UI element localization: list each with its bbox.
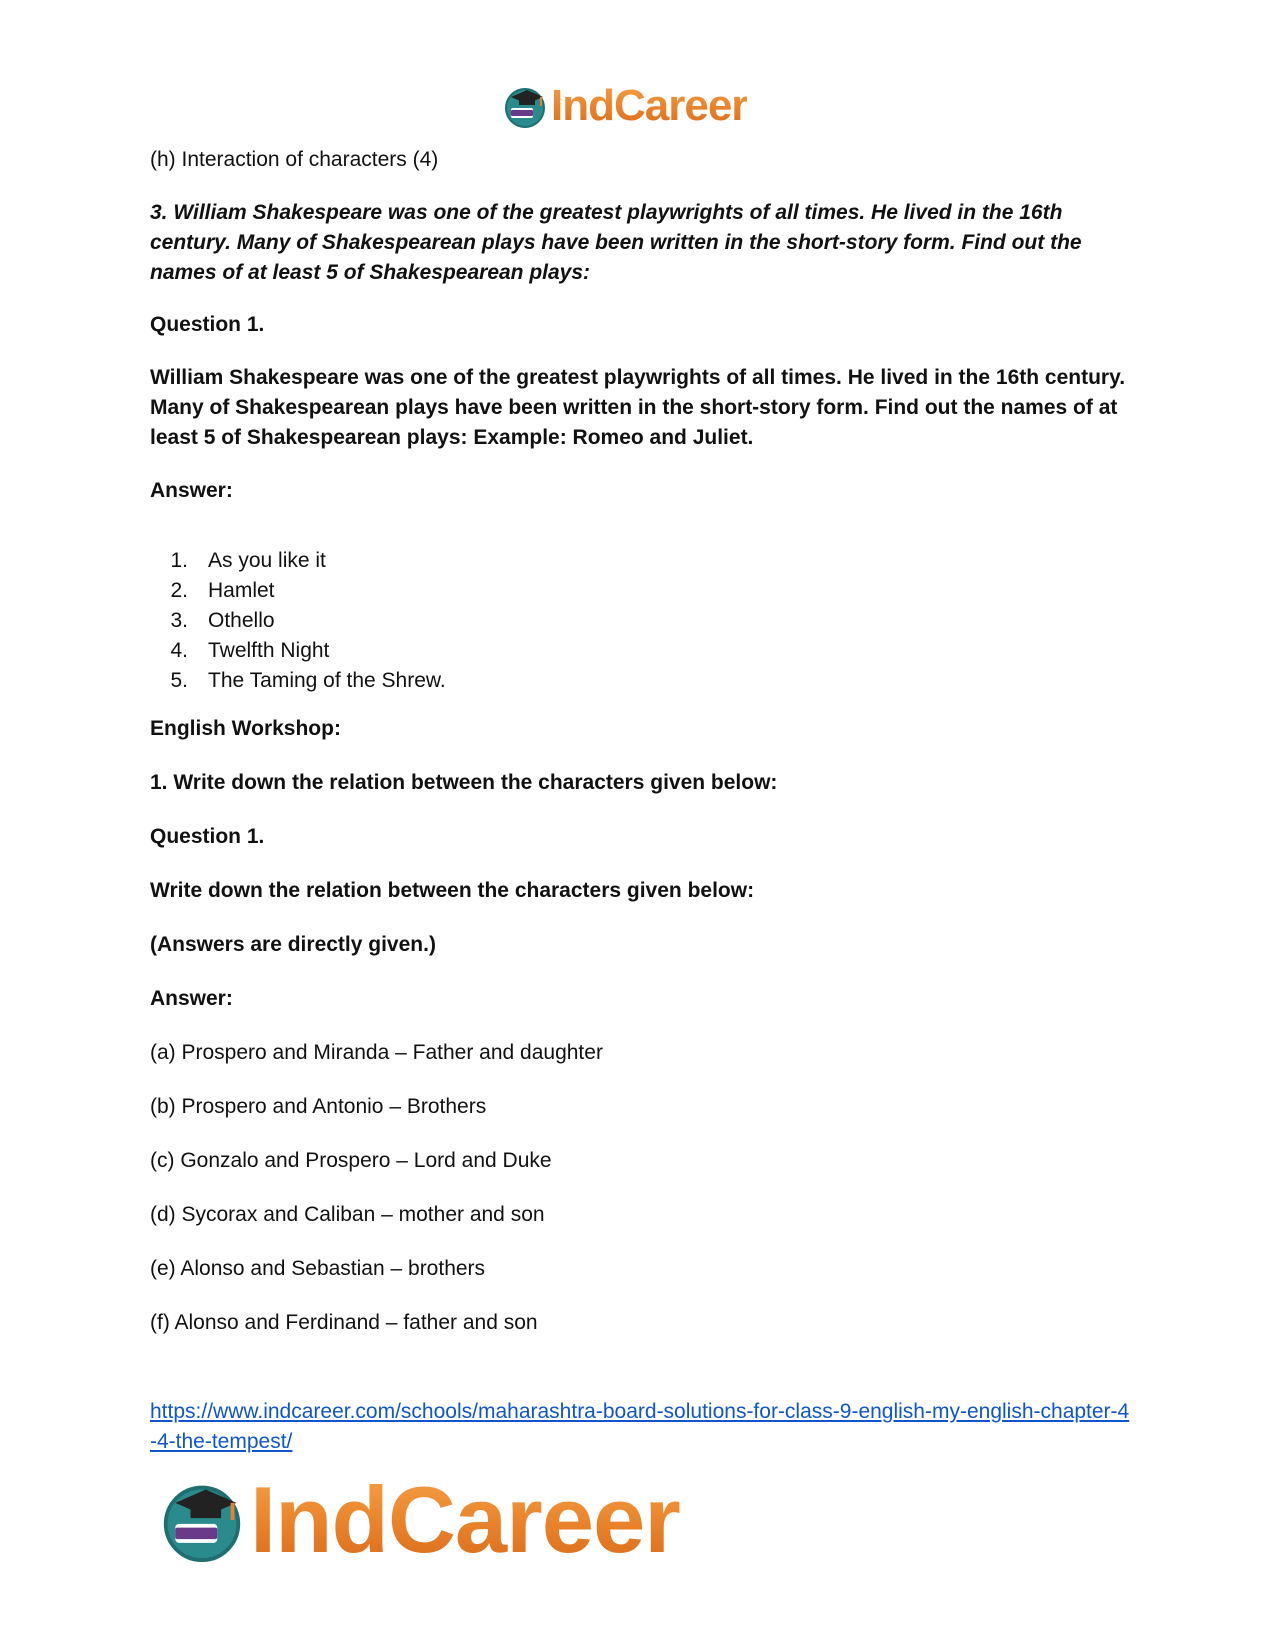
graduation-globe-icon: [503, 84, 547, 128]
workshop-prompt: 1. Write down the relation between the characters given below:: [150, 771, 778, 794]
workshop-note: (Answers are directly given.): [150, 933, 436, 956]
relation-d: (d) Sycorax and Caliban – mother and son: [150, 1203, 545, 1226]
section3-answer-label: Answer:: [150, 479, 233, 502]
relation-c: (c) Gonzalo and Prospero – Lord and Duke: [150, 1149, 552, 1172]
brand-wordmark: IndCareer: [250, 1467, 680, 1572]
list-item: 2. Hamlet: [170, 579, 275, 602]
source-link[interactable]: https://www.indcareer.com/schools/maharashtra-board-solutions-for-class-9-english-my-english-chapter-4-4-the-tempest/: [150, 1400, 1130, 1453]
header-logo: [503, 80, 747, 132]
list-item: 3. Othello: [170, 609, 275, 632]
list-item: 4. Twelfth Night: [170, 639, 330, 662]
relation-e: (e) Alonso and Sebastian – brothers: [150, 1257, 486, 1280]
workshop-question-text: Write down the relation between the characters given below:: [150, 879, 755, 902]
section3-prompt: 3. William Shakespeare was one of the greatest playwrights of all times. He lived in the 16th century. Many of Shakespearean plays have been written in the short-story form. Find out the names of at least 5 of Shakespearean plays:: [150, 201, 1082, 284]
workshop-answer-label: Answer:: [150, 987, 233, 1010]
workshop-question-label: Question 1.: [150, 825, 265, 848]
graduation-globe-icon: [160, 1478, 244, 1562]
plays-list: [150, 546, 446, 696]
relation-f: (f) Alonso and Ferdinand – father and son: [150, 1311, 538, 1334]
section3-question-text: William Shakespeare was one of the greatest playwrights of all times. He lived in the 16th century. Many of Shakespearean plays have been written in the short-story form. Find out the names of at least 5 of Shakespearean plays: Example: Romeo and Juliet.: [150, 366, 1126, 449]
section3-question-label: Question 1.: [150, 313, 265, 336]
brand-wordmark: IndCareer: [551, 81, 748, 130]
relation-a: (a) Prospero and Miranda – Father and daughter: [150, 1041, 603, 1064]
intro-line: (h) Interaction of characters (4): [150, 148, 439, 171]
list-item: 1. As you like it: [170, 549, 326, 572]
relation-b: (b) Prospero and Antonio – Brothers: [150, 1095, 487, 1118]
list-item: 5. The Taming of the Shrew.: [170, 669, 446, 692]
workshop-heading: English Workshop:: [150, 717, 341, 740]
footer-logo: [160, 1468, 680, 1572]
